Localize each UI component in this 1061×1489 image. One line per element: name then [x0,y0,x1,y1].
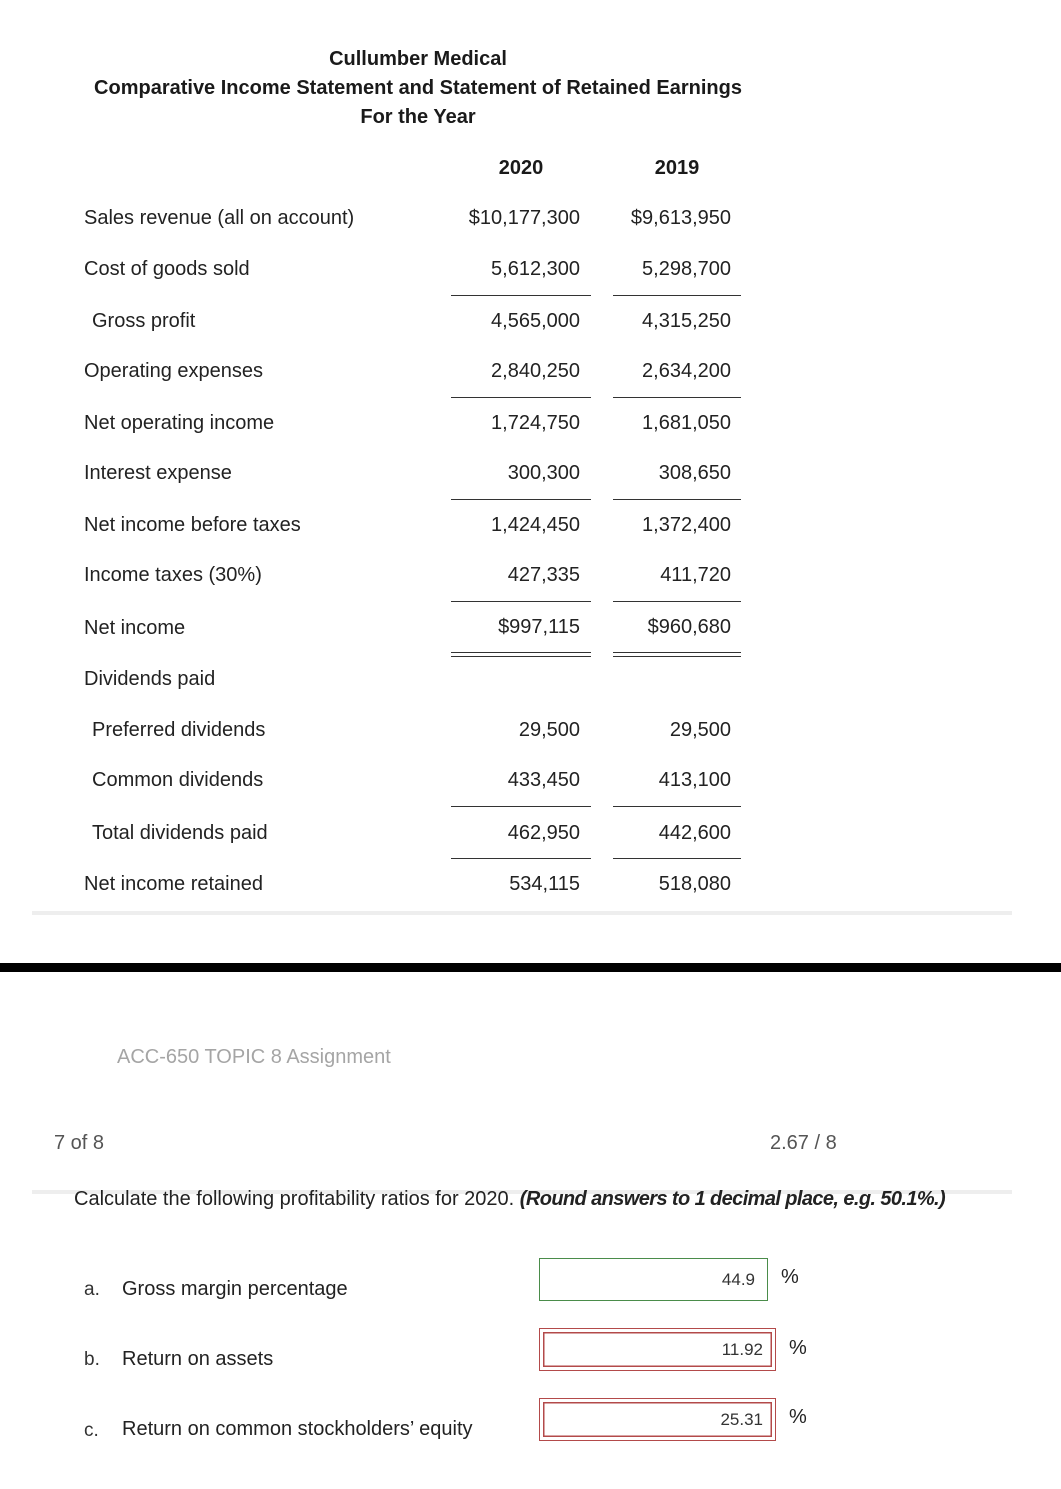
row-label-total-dividends-paid: Total dividends paid [92,822,268,844]
row-label-gross-profit: Gross profit [92,310,196,332]
row-value-interest-expense-2020: 300,300 [507,462,580,484]
underline-2020 [451,601,591,602]
row-value-income-taxes-2019: 411,720 [660,564,731,586]
row-label-net-income-retained: Net income retained [84,873,263,895]
row-label-income-taxes: Income taxes (30%) [84,564,262,586]
row-value-gross-profit-2019: 4,315,250 [642,310,731,332]
row-value-income-taxes-2020: 427,335 [507,564,580,586]
row-value-income-before-taxes-2020: 1,424,450 [491,514,580,536]
row-value-income-before-taxes-2019: 1,372,400 [642,514,731,536]
score-display: 2.67 / 8 [770,1132,837,1154]
underline-2020 [451,858,591,859]
item-label-gross-margin: Gross margin percentage [122,1278,348,1300]
row-value-cogs-2019: 5,298,700 [642,258,731,280]
question-text: Calculate the following profitability ratios for 2020. [74,1188,520,1210]
item-letter-b: b. [84,1349,100,1370]
answer-input-return-on-assets[interactable]: 11.92 [539,1328,776,1371]
row-value-net-operating-income-2019: 1,681,050 [642,412,731,434]
statement-period: For the Year [360,106,476,128]
row-label-common-dividends: Common dividends [92,769,264,791]
item-letter-a: a. [84,1279,100,1300]
row-value-operating-expenses-2019: 2,634,200 [642,360,731,382]
underline-2019 [613,806,741,807]
question-instruction: (Round answers to 1 decimal place, e.g. 50.1%.) [519,1188,946,1210]
answer-input-gross-margin[interactable]: 44.9 [539,1258,768,1301]
row-label-interest-expense: Interest expense [84,462,232,484]
statement-title: Comparative Income Statement and Statement of Retained Earnings [94,77,742,99]
percent-sign: % [789,1406,807,1428]
row-value-net-income-2020: $997,115 [498,616,580,638]
question-pager: 7 of 8 [54,1132,105,1154]
row-value-interest-expense-2019: 308,650 [658,462,731,484]
underline-2019 [613,601,741,602]
row-value-cogs-2020: 5,612,300 [491,258,580,280]
percent-sign: % [781,1266,799,1288]
answer-input-return-on-equity[interactable]: 25.31 [539,1398,776,1441]
row-value-preferred-dividends-2019: 29,500 [669,719,731,741]
underline-2020 [451,295,591,296]
row-label-net-income: Net income [84,617,186,639]
underline-2019 [613,295,741,296]
percent-sign: % [789,1337,807,1359]
screenshot-separator [0,963,1061,972]
row-value-income-retained-2019: 518,080 [658,873,731,895]
question-prompt [74,1188,945,1211]
row-value-net-income-2019: $960,680 [647,616,731,638]
row-value-preferred-dividends-2020: 29,500 [518,719,580,741]
row-value-common-dividends-2019: 413,100 [658,769,731,791]
row-label-cost-of-goods-sold: Cost of goods sold [84,258,250,280]
double-underline-2020 [451,652,591,657]
row-label-operating-expenses: Operating expenses [84,360,264,382]
column-header-2019: 2019 [654,157,700,179]
item-label-return-on-assets: Return on assets [122,1348,274,1370]
underline-2019 [613,499,741,500]
item-label-return-on-equity: Return on common stockholders’ equity [122,1418,473,1440]
item-letter-c: c. [84,1420,99,1441]
row-value-total-dividends-2019: 442,600 [658,822,731,844]
row-value-sales-revenue-2019: $9,613,950 [630,207,731,229]
row-value-income-retained-2020: 534,115 [509,873,580,895]
underline-2020 [451,499,591,500]
underline-2020 [451,806,591,807]
row-value-gross-profit-2020: 4,565,000 [491,310,580,332]
row-label-dividends-paid: Dividends paid [84,668,216,690]
row-label-sales-revenue: Sales revenue (all on account) [84,207,355,229]
row-value-operating-expenses-2020: 2,840,250 [491,360,580,382]
row-label-net-operating-income: Net operating income [84,412,275,434]
column-header-2020: 2020 [498,157,544,179]
section-divider [32,911,1012,915]
double-underline-2019 [613,652,741,657]
underline-2020 [451,397,591,398]
row-label-net-income-before-taxes: Net income before taxes [84,514,301,536]
row-value-total-dividends-2020: 462,950 [507,822,580,844]
row-label-preferred-dividends: Preferred dividends [92,719,266,741]
underline-2019 [613,397,741,398]
underline-2019 [613,858,741,859]
row-value-net-operating-income-2020: 1,724,750 [491,412,580,434]
row-value-sales-revenue-2020: $10,177,300 [468,207,580,229]
row-value-common-dividends-2020: 433,450 [507,769,580,791]
course-title[interactable]: ACC-650 TOPIC 8 Assignment [117,1046,391,1068]
company-name: Cullumber Medical [329,48,507,70]
